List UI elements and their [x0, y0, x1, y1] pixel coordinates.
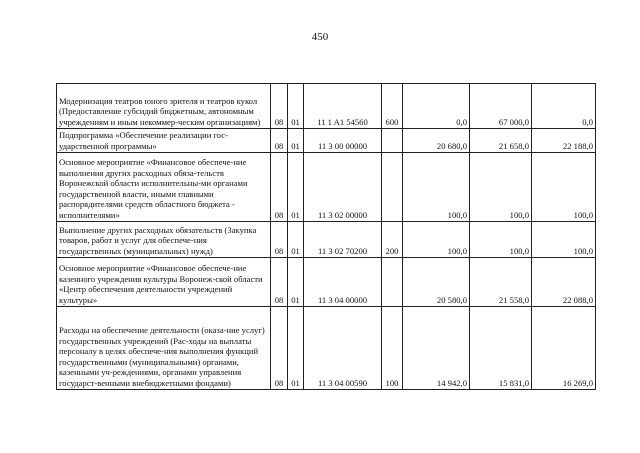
- table-row: [57, 129, 596, 153]
- subsection-code: 01: [288, 222, 304, 258]
- table-row: [57, 307, 596, 390]
- target-article-code: 11 3 04 00000: [304, 258, 382, 307]
- amount-year-1: 100,0: [403, 222, 470, 258]
- expense-type-code: 100: [382, 307, 403, 390]
- amount-year-1: 20 680,0: [403, 129, 470, 153]
- amount-year-1: 0,0: [403, 84, 470, 129]
- amount-year-3: 22 088,0: [532, 258, 596, 307]
- row-name: Расходы на обеспечение деятельности (оказа-ние услуг) государственных учреждений (Рас-ходы на выплаты персоналу в целях обеспече-ния выполнения функций государственными (муниципальными) органами, казенными уч-реждениями, органами управления государст-венными внебюджетными фондами): [57, 307, 271, 390]
- amount-year-1: 20 580,0: [403, 258, 470, 307]
- section-code: 08: [271, 153, 288, 222]
- target-article-code: 11 3 04 00590: [304, 307, 382, 390]
- row-name: Модернизация театров юного зрителя и театров кукол (Предоставление субсидий бюджетным, автономным учреждениям и иным некоммер-ческим организациям): [57, 84, 271, 129]
- section-code: 08: [271, 222, 288, 258]
- row-name: Подпрограмма «Обеспечение реализации гос-ударственной программы»: [57, 129, 271, 153]
- section-code: 08: [271, 129, 288, 153]
- expense-type-code: [382, 153, 403, 222]
- target-article-code: 11 3 00 00000: [304, 129, 382, 153]
- expense-type-code: [382, 129, 403, 153]
- expense-type-code: 600: [382, 84, 403, 129]
- section-code: 08: [271, 84, 288, 129]
- target-article-code: 11 1 A1 54560: [304, 84, 382, 129]
- amount-year-3: 16 269,0: [532, 307, 596, 390]
- table-row: [57, 153, 596, 222]
- subsection-code: 01: [288, 258, 304, 307]
- section-code: 08: [271, 258, 288, 307]
- table-row: [57, 222, 596, 258]
- subsection-code: 01: [288, 307, 304, 390]
- amount-year-1: 14 942,0: [403, 307, 470, 390]
- target-article-code: 11 3 02 70200: [304, 222, 382, 258]
- amount-year-3: 22 188,0: [532, 129, 596, 153]
- subsection-code: 01: [288, 153, 304, 222]
- table-row: [57, 84, 596, 129]
- row-name: Выполнение других расходных обязательств (Закупка товаров, работ и услуг для обеспече-ния государственных (муниципальных) нужд): [57, 222, 271, 258]
- amount-year-3: 100,0: [532, 153, 596, 222]
- row-name: Основное мероприятие «Финансовое обеспече-ние казенного учреждения культуры Воронеж-ской области «Центр обеспечения деятельности учреждений культуры»: [57, 258, 271, 307]
- amount-year-2: 21 658,0: [470, 129, 532, 153]
- table-row: [57, 258, 596, 307]
- expense-type-code: [382, 258, 403, 307]
- amount-year-2: 100,0: [470, 153, 532, 222]
- amount-year-2: 100,0: [470, 222, 532, 258]
- budget-table: [56, 83, 596, 390]
- section-code: 08: [271, 307, 288, 390]
- row-name: Основное мероприятие «Финансовое обеспече-ние выполнения других расходных обяза-тельств Воронежской области исполнительны-ми органами государственной власти, иными главными распорядителями средств областного бюджета - исполнителями»: [57, 153, 271, 222]
- subsection-code: 01: [288, 84, 304, 129]
- expense-type-code: 200: [382, 222, 403, 258]
- page-number: 450: [311, 31, 329, 43]
- amount-year-3: 100,0: [532, 222, 596, 258]
- amount-year-2: 21 558,0: [470, 258, 532, 307]
- amount-year-1: 100,0: [403, 153, 470, 222]
- target-article-code: 11 3 02 00000: [304, 153, 382, 222]
- amount-year-2: 15 831,0: [470, 307, 532, 390]
- amount-year-3: 0,0: [532, 84, 596, 129]
- subsection-code: 01: [288, 129, 304, 153]
- amount-year-2: 67 000,0: [470, 84, 532, 129]
